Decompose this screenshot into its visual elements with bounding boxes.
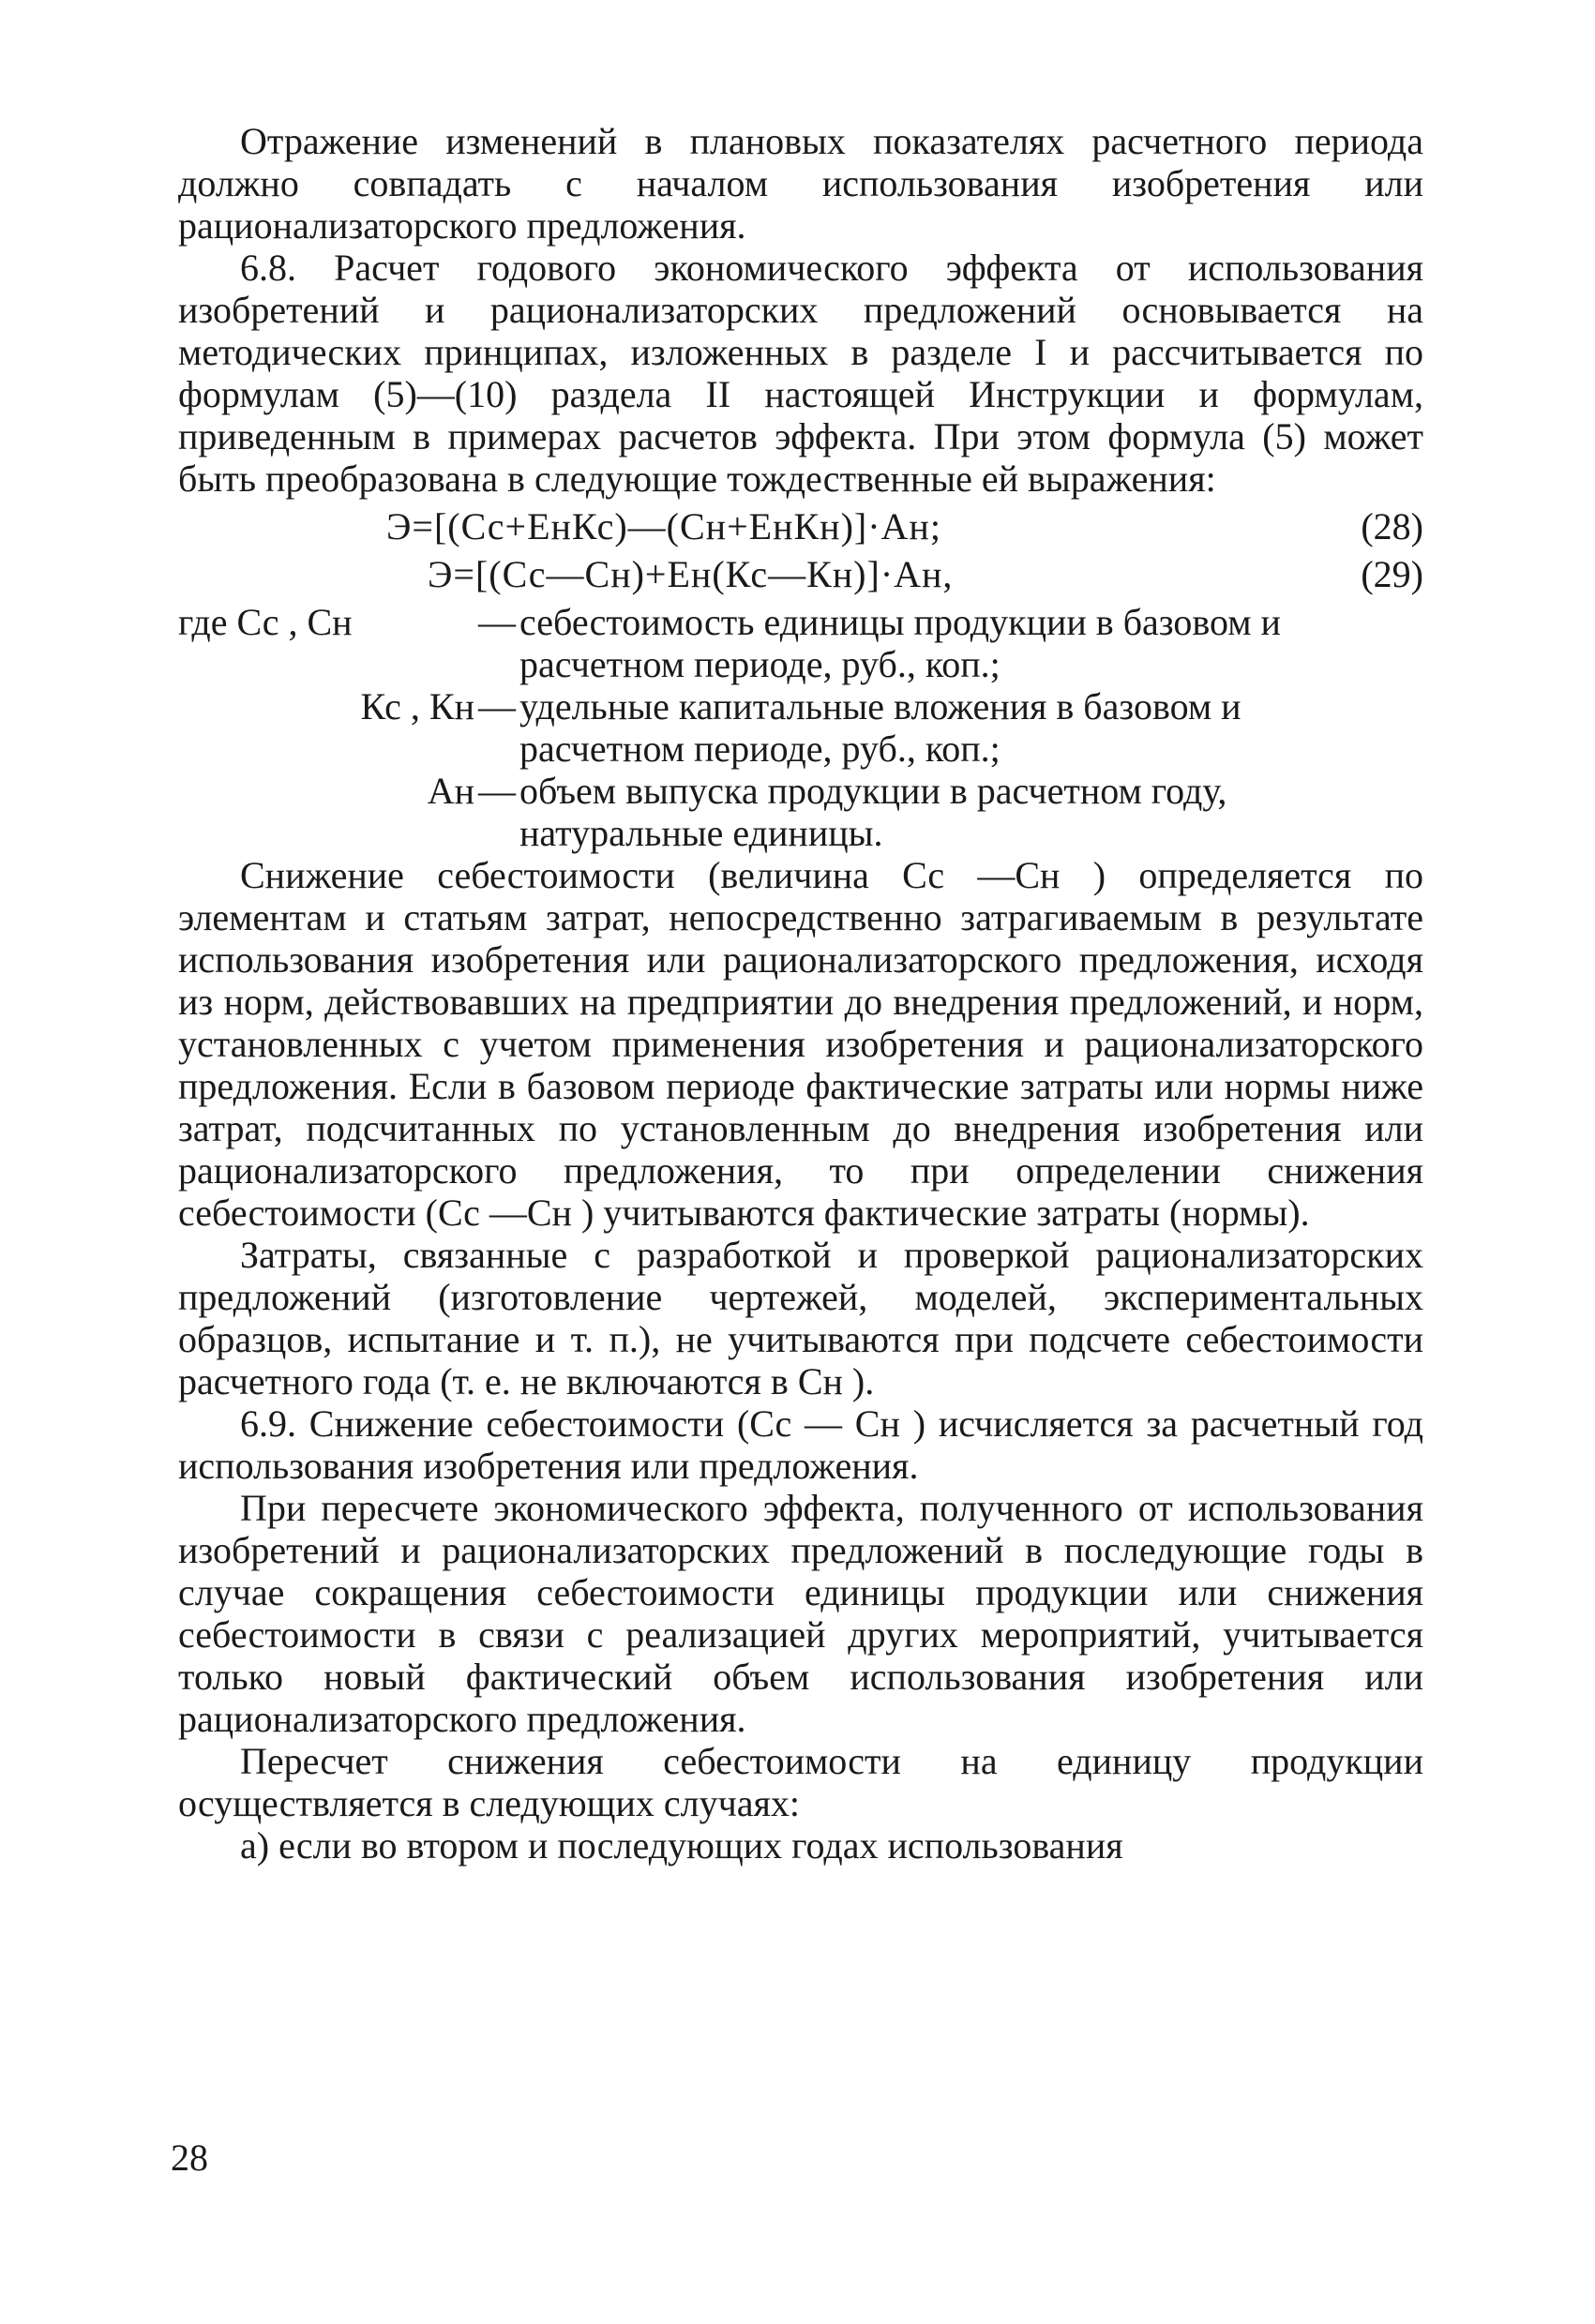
definition-capital xyxy=(178,685,1423,770)
document-page xyxy=(178,120,1423,1867)
definition-text: объем выпуска продукции в расчетном году, натуральные единицы. xyxy=(519,770,1227,854)
paragraph-recalculation: При пересчете экономического эффекта, полученного от использования изобретений и рационализаторских предложений в последующие годы в случае сокращения себестоимости единицы продукции или снижения себестоимости в связи с реализацией других мероприятий, учитывается только новый фактический объем использования изобретения или рационализаторского предложения. xyxy=(178,1487,1423,1740)
paragraph-cost-reduction: Снижение себестоимости (величина Сс —Сн ) определяется по элементам и статьям затрат, непосредственно затрагиваемым в результате использования изобретения или рационализаторского предложения, исходя из норм, действовавших на предприятии до внедрения предложений, и норм, установленных с учетом применения изобретения и рационализаторского предложения. Если в базовом периоде фактические затраты или нормы ниже затрат, подсчитанных по установленным до внедрения изобретения или рационализаторского предложения, то при определении снижения себестоимости (Сс —Сн ) учитываются фактические затраты (нормы). xyxy=(178,854,1423,1234)
definition-text: себестоимость единицы продукции в базовом и расчетном периоде, руб., коп.; xyxy=(519,601,1281,685)
definition-dash: — xyxy=(478,685,516,727)
definition-symbol: где Сс , Сн xyxy=(178,601,353,643)
definition-volume xyxy=(178,770,1423,854)
definition-dash: — xyxy=(478,770,516,812)
paragraph-recalculation-cases: Пересчет снижения себестоимости на единицу продукции осуществляется в следующих случаях: xyxy=(178,1740,1423,1824)
paragraph-6-9: 6.9. Снижение себестоимости (Сс — Сн ) исчисляется за расчетный год использования изобретения или предложения. xyxy=(178,1402,1423,1487)
definition-text: удельные капитальные вложения в базовом и расчетном периоде, руб., коп.; xyxy=(519,685,1241,770)
definition-dash: — xyxy=(478,601,516,643)
paragraph-6-8: 6.8. Расчет годового экономического эффекта от использования изобретений и рационализаторских предложений основывается на методических принципах, изложенных в разделе I и рассчитывается по формулам (5)—(10) раздела II настоящей Инструкции и формулам, приведенным в примерах расчетов эффекта. При этом формула (5) может быть преобразована в следующие тождественные ей выражения: xyxy=(178,247,1423,500)
paragraph-case-a: а) если во втором и последующих годах использования xyxy=(240,1824,1123,1867)
paragraph-costs: Затраты, связанные с разработкой и проверкой рационализаторских предложений (изготовление чертежей, моделей, экспериментальных образцов, испытание и т. п.), не учитываются при подсчете себестоимости расчетного года (т. е. не включаются в Сн ). xyxy=(178,1234,1423,1402)
formula-29: Э=[(Сс—Сн)+Ен(Кс—Кн)]·Ан, xyxy=(428,553,954,595)
formula-28: Э=[(Сс+ЕнКс)—(Сн+ЕнКн)]·Ан; xyxy=(386,505,941,547)
definition-symbol: Ан xyxy=(427,770,474,812)
equation-number-29: (29) xyxy=(1361,553,1423,595)
definition-symbol: Кс , Кн xyxy=(360,685,474,727)
where-label: где xyxy=(178,601,228,643)
page-number: 28 xyxy=(171,2137,208,2179)
formula-28-row xyxy=(178,505,1423,547)
paragraph-plan-indicators: Отражение изменений в плановых показателях расчетного периода должно совпадать с началом использования изобретения или рационализаторского предложения. xyxy=(178,120,1423,247)
formula-29-row xyxy=(178,553,1423,595)
definition-cost xyxy=(178,601,1423,685)
equation-number-28: (28) xyxy=(1361,505,1423,547)
